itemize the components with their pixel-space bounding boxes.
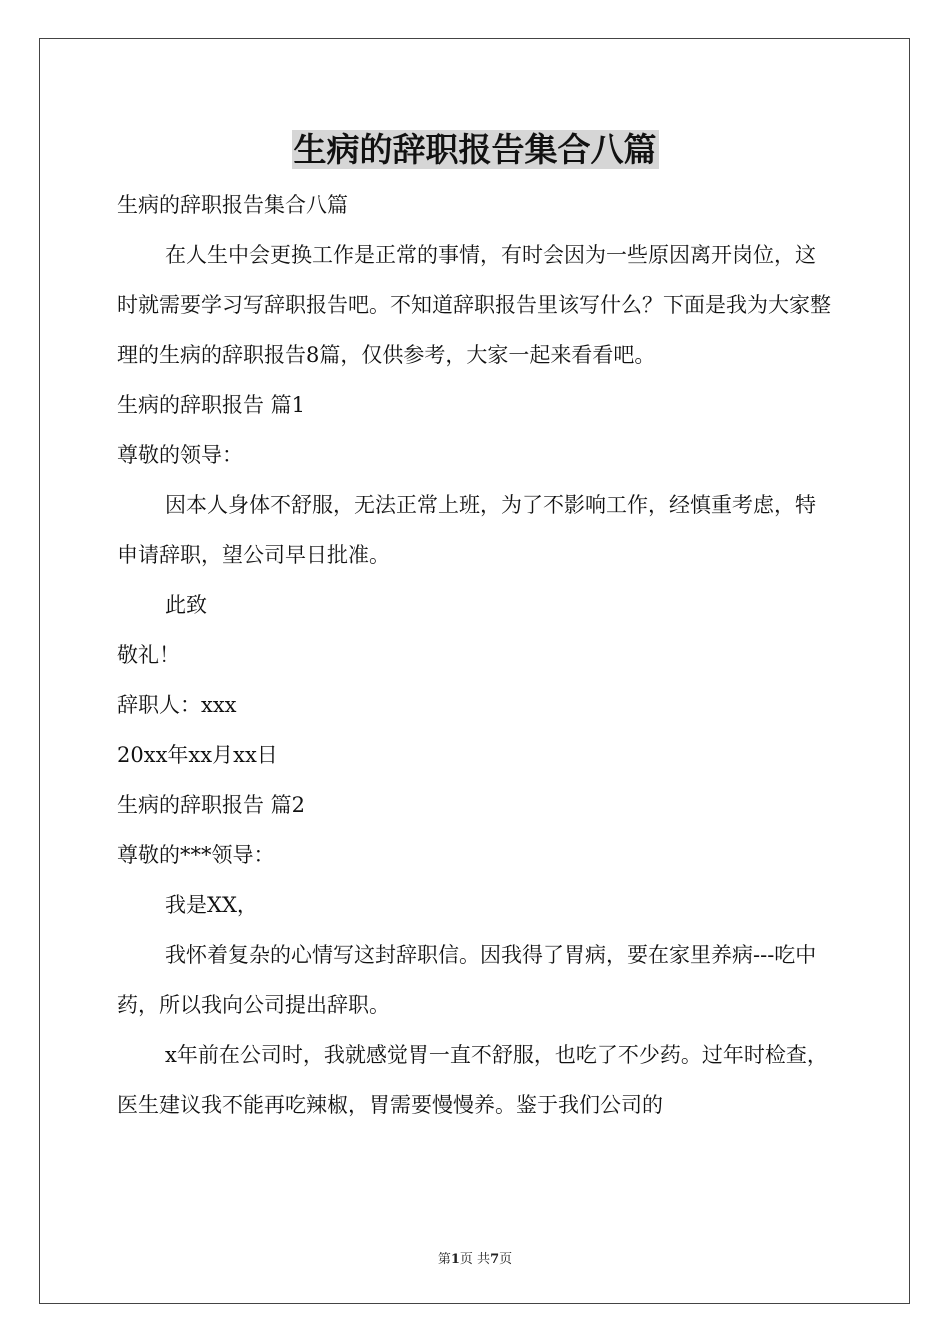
paragraph: 我怀着复杂的心情写这封辞职信。因我得了胃病，要在家里养病---吃中药，所以我向公司提出辞职。 <box>117 943 817 1017</box>
section-heading: 生病的辞职报告 篇1 <box>117 393 306 417</box>
page-suffix: 页 <box>499 1252 513 1267</box>
page-prefix: 第 <box>437 1252 451 1267</box>
paragraph: x年前在公司时，我就感觉胃一直不舒服，也吃了不少药。过年时检查，医生建议我不能再吃辣椒，胃需要慢慢养。鉴于我们公司的 <box>117 1043 828 1117</box>
total-page-number: 7 <box>490 1252 500 1267</box>
salutation: 尊敬的***领导： <box>117 843 275 867</box>
paragraph: 在人生中会更换工作是正常的事情，有时会因为一些原因离开岗位，这时就需要学习写辞职报告吧。不知道辞职报告里该写什么？下面是我为大家整理的生病的辞职报告8篇，仅供参考，大家一起来看看吧。 <box>117 243 831 367</box>
paragraph: 我是XX， <box>165 893 258 917</box>
section-heading: 生病的辞职报告 篇2 <box>117 793 306 817</box>
paragraph: 生病的辞职报告集合八篇 <box>117 193 348 217</box>
page-mid: 页 共 <box>459 1252 491 1267</box>
document-body <box>117 180 833 1130</box>
closing-regards: 敬礼！ <box>117 643 180 667</box>
current-page-number: 1 <box>450 1252 460 1267</box>
date: 20xx年xx月xx日 <box>117 743 278 767</box>
closing: 此致 <box>165 593 207 617</box>
document-title <box>0 124 950 176</box>
signature: 辞职人：xxx <box>117 693 237 717</box>
page-footer <box>0 1248 950 1267</box>
paragraph: 因本人身体不舒服，无法正常上班，为了不影响工作，经慎重考虑，特申请辞职，望公司早日批准。 <box>117 493 816 567</box>
salutation: 尊敬的领导： <box>117 443 243 467</box>
document-title-text: 生病的辞职报告集合八篇 <box>293 130 657 169</box>
